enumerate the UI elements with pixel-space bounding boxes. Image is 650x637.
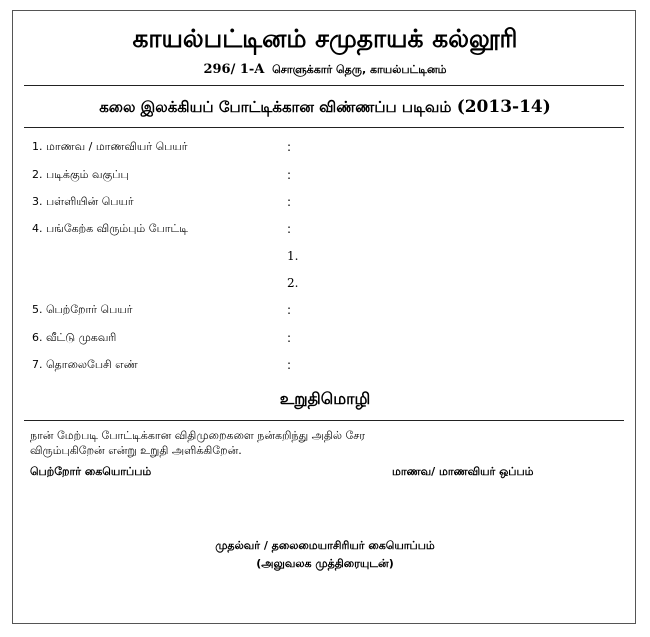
competition-choice-1: 1. xyxy=(287,249,299,263)
competition-choice-2: 2. xyxy=(287,276,299,290)
declaration-title: உறுதிமொழி xyxy=(279,389,371,408)
principal-signature-label: முதல்வர் / தலைமையாசிரியர் கையொப்பம் xyxy=(215,539,435,552)
field-phone-label: 7. தொலைபேசி எண் xyxy=(32,358,138,371)
field-parent-name-label: 5. பெற்றோர் பெயர் xyxy=(32,303,133,316)
field-address-colon: : xyxy=(287,331,292,345)
form-year: (2013-14) xyxy=(456,97,551,117)
parent-signature-label: பெற்றோர் கையொப்பம் xyxy=(30,465,152,478)
field-school-name-colon: : xyxy=(287,195,292,209)
header-divider xyxy=(24,85,624,86)
field-class-colon: : xyxy=(287,168,292,182)
declaration-text xyxy=(30,428,530,458)
address-street: சொளுக்கார் தெரு, காயல்பட்டினம் xyxy=(272,63,447,76)
student-signature-label: மாணவ/ மாணவியர் ஒப்பம் xyxy=(392,465,534,478)
field-competition-colon: : xyxy=(287,222,292,236)
college-address xyxy=(0,62,650,78)
declaration-line-1: நான் மேற்படி போட்டிக்கான விதிமுறைகளை நன்கறிந்து அதில் சேர xyxy=(30,429,366,442)
field-class-label: 2. படிக்கும் வகுப்பு xyxy=(32,168,129,181)
field-student-name-colon: : xyxy=(287,140,292,154)
field-parent-name-colon: : xyxy=(287,303,292,317)
title-divider xyxy=(24,127,624,128)
form-title-text: கலை இலக்கியப் போட்டிக்கான விண்ணப்ப படிவம் xyxy=(99,98,452,116)
address-number: 296/ 1-A xyxy=(203,62,265,77)
declaration-divider xyxy=(24,420,624,421)
declaration-line-2: விரும்புகிறேன் என்று உறுதி அளிக்கிறேன். xyxy=(30,444,242,457)
field-phone-colon: : xyxy=(287,358,292,372)
field-student-name-label: 1. மாணவ / மாணவியர் பெயர் xyxy=(32,140,188,153)
field-school-name-label: 3. பள்ளியின் பெயர் xyxy=(32,195,134,208)
field-address-label: 6. வீட்டு முகவரி xyxy=(32,331,117,344)
field-competition-label: 4. பங்கேற்க விரும்பும் போட்டி xyxy=(32,222,189,235)
form-title xyxy=(0,97,650,118)
college-name: காயல்பட்டினம் சமுதாயக் கல்லூரி xyxy=(132,24,518,53)
office-seal-note: (அலுவலக முத்திரையுடன்) xyxy=(256,557,394,570)
